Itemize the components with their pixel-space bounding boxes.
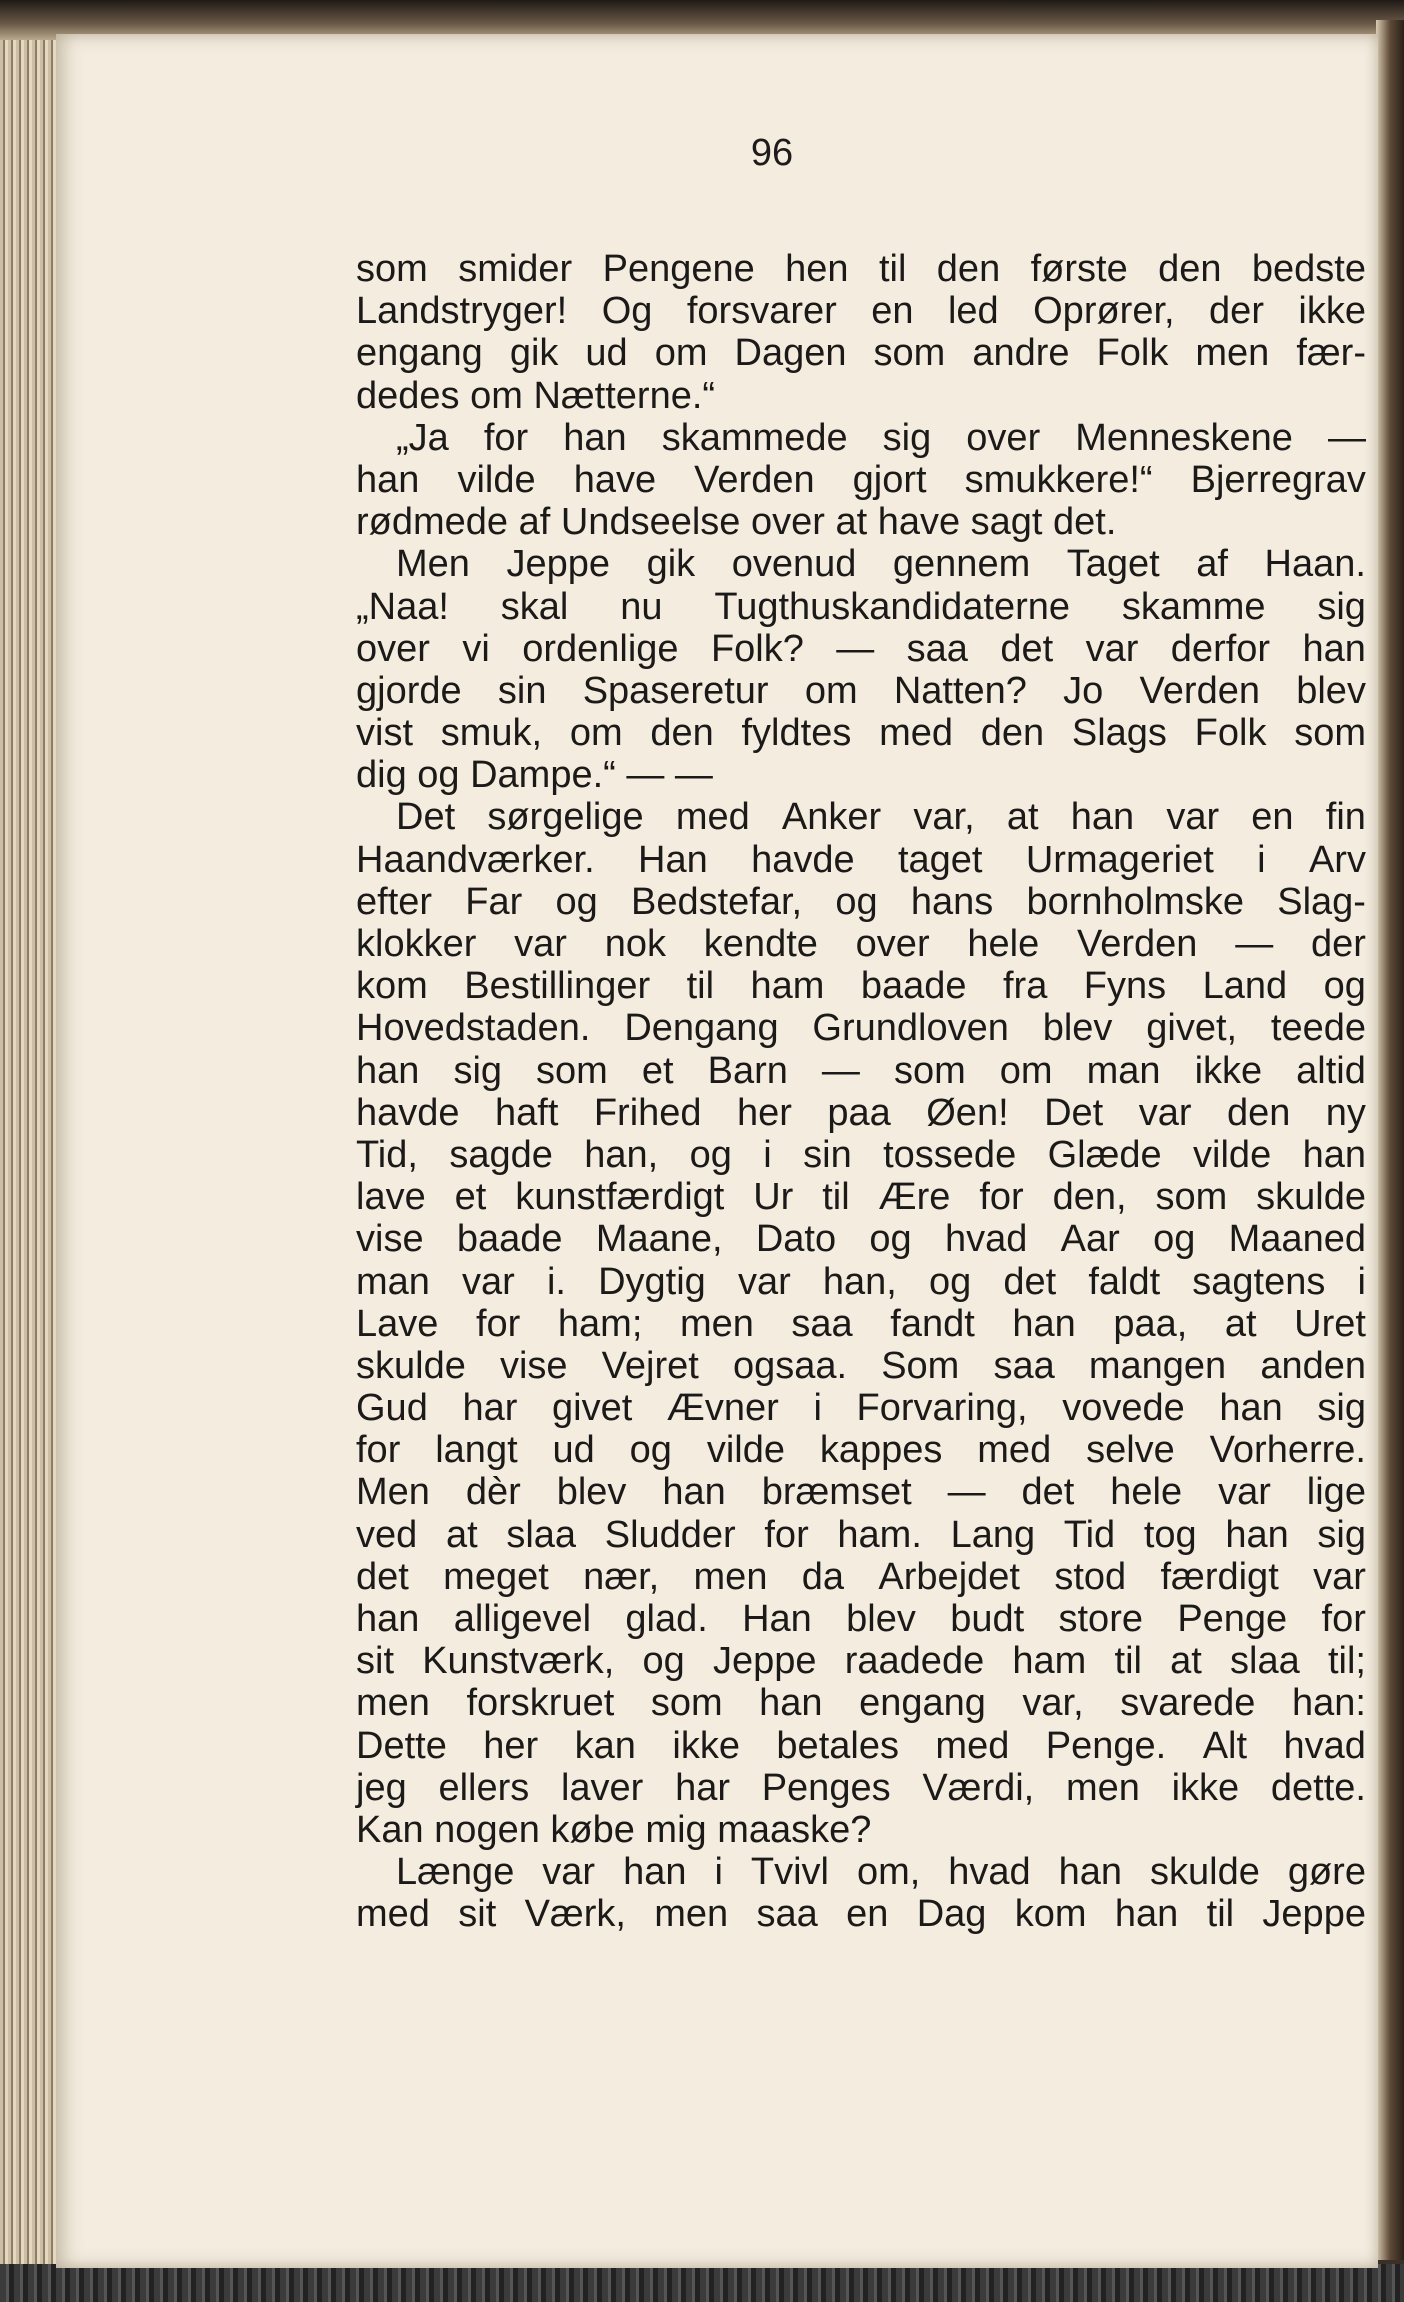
text-line: Dette her kan ikke betales med Penge. Alt hvad xyxy=(356,1724,1366,1767)
text-line: Længe var han i Tvivl om, hvad han skulde gøre xyxy=(396,1851,1366,1894)
text-line: Haandværker. Han havde taget Urmageriet i Arv xyxy=(356,838,1366,881)
text-line: han sig som et Barn — som om man ikke altid xyxy=(356,1049,1366,1092)
text-line: jeg ellers laver har Penges Værdi, men ikke dette. xyxy=(356,1766,1366,1809)
text-line: for langt ud og vilde kappes med selve Vorherre. xyxy=(356,1429,1366,1472)
text-line: men forskruet som han engang var, svarede han: xyxy=(356,1682,1366,1725)
text-line: han vilde have Verden gjort smukkere!“ Bjerregrav xyxy=(356,458,1366,501)
text-line: man var i. Dygtig var han, og det faldt sagtens i xyxy=(356,1260,1366,1303)
text-line: dig og Dampe.“ — — xyxy=(356,754,713,797)
text-line: over vi ordenlige Folk? — saa det var derfor han xyxy=(356,627,1366,670)
text-line: Tid, sagde han, og i sin tossede Glæde vilde han xyxy=(356,1133,1366,1176)
text-line: rødmede af Undseelse over at have sagt det. xyxy=(356,501,1117,544)
text-line: „Naa! skal nu Tugthuskandidaterne skamme sig xyxy=(356,585,1366,628)
text-line: havde haft Frihed her paa Øen! Det var den ny xyxy=(356,1091,1366,1134)
text-line: Kan nogen købe mig maaske? xyxy=(356,1808,872,1851)
body-text xyxy=(356,248,1366,1936)
page-stack-edge xyxy=(0,40,60,2270)
text-line: skulde vise Vejret ogsaa. Som saa mangen anden xyxy=(356,1344,1366,1387)
text-line: dedes om Nætterne.“ xyxy=(356,374,716,417)
text-line: efter Far og Bedstefar, og hans bornholmske Slag- xyxy=(356,880,1366,923)
text-line: som smider Pengene hen til den første den bedste xyxy=(356,248,1366,290)
text-line: det meget nær, men da Arbejdet stod færdigt var xyxy=(356,1555,1366,1598)
text-line: engang gik ud om Dagen som andre Folk men fær- xyxy=(356,332,1366,375)
text-line: sit Kunstværk, og Jeppe raadede ham til at slaa til; xyxy=(356,1640,1366,1683)
text-line: vise baade Maane, Dato og hvad Aar og Maaned xyxy=(356,1218,1366,1261)
text-line: ved at slaa Sludder for ham. Lang Tid tog han sig xyxy=(356,1513,1366,1556)
text-line: lave et kunstfærdigt Ur til Ære for den, som skulde xyxy=(356,1176,1366,1219)
book-bottom-edge xyxy=(0,2264,1404,2302)
text-line: Men Jeppe gik ovenud gennem Taget af Haan. xyxy=(396,543,1366,586)
text-line: vist smuk, om den fyldtes med den Slags Folk som xyxy=(356,712,1366,755)
text-line: Lave for ham; men saa fandt han paa, at Uret xyxy=(356,1302,1366,1345)
text-line: kom Bestillinger til ham baade fra Fyns Land og xyxy=(356,965,1366,1008)
text-line: Men dèr blev han bræmset — det hele var lige xyxy=(356,1471,1366,1514)
text-line: med sit Værk, men saa en Dag kom han til Jeppe xyxy=(356,1893,1366,1936)
text-line: Hovedstaden. Dengang Grundloven blev givet, teede xyxy=(356,1007,1366,1050)
text-line: Landstryger! Og forsvarer en led Oprører, der ikke xyxy=(356,290,1366,333)
text-line: Det sørgelige med Anker var, at han var en fin xyxy=(396,796,1366,839)
text-line: Gud har givet Ævner i Forvaring, vovede han sig xyxy=(356,1387,1366,1430)
book-right-edge xyxy=(1376,20,1404,2260)
page-number: 96 xyxy=(750,132,794,174)
text-line: han alligevel glad. Han blev budt store Penge for xyxy=(356,1598,1366,1640)
text-line: gjorde sin Spaseretur om Natten? Jo Verden blev xyxy=(356,669,1366,712)
text-line: klokker var nok kendte over hele Verden — der xyxy=(356,923,1366,965)
text-line: „Ja for han skammede sig over Menneskene — xyxy=(396,416,1366,459)
book-page xyxy=(56,34,1378,2268)
